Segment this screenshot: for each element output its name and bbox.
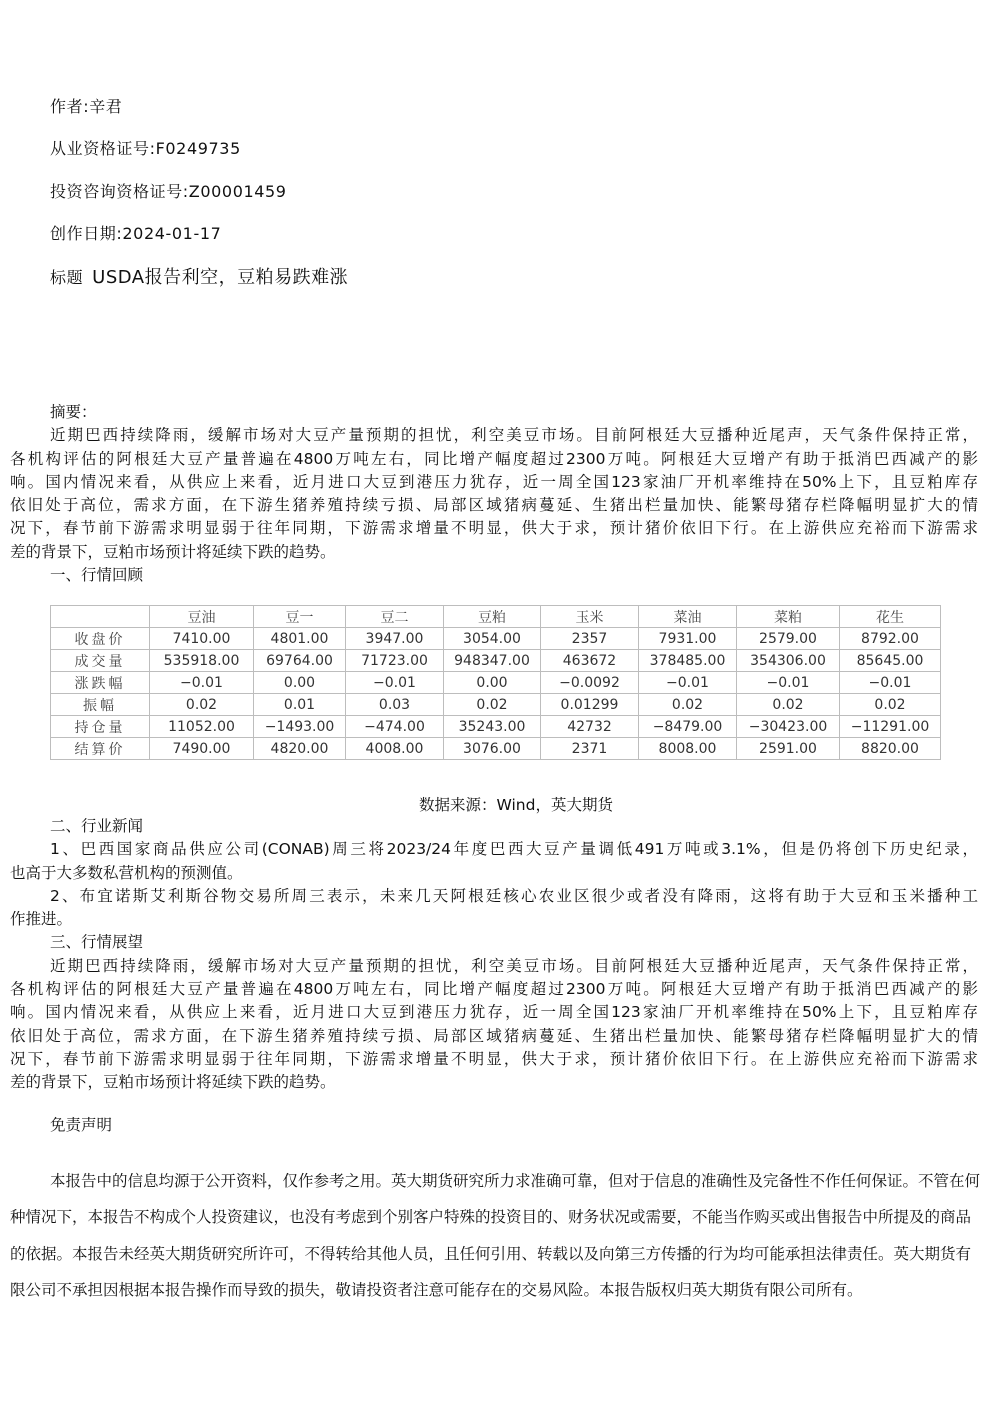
table-header-cell: 豆粕 (444, 606, 541, 628)
table-cell: 3947.00 (346, 628, 444, 650)
table-cell: 4801.00 (254, 628, 346, 650)
table-cell: 2357 (541, 628, 639, 650)
table-cell: −0.01 (346, 672, 444, 694)
table-cell: −11291.00 (840, 716, 941, 738)
summary-line: 差的背景下，豆粕市场预计将延续下跌的趋势。 (10, 542, 336, 561)
summary-line: 近期巴西持续降雨，缓解市场对大豆产量预期的担忧，利空美豆市场。目前阿根廷大豆播种近尾声，天气条件保持正常， (50, 426, 978, 445)
title-prefix: 标题 (50, 268, 84, 287)
table-header-cell (51, 606, 150, 628)
table-cell: −0.01 (737, 672, 840, 694)
table-row (51, 628, 941, 650)
table-cell: 2591.00 (737, 738, 840, 760)
table-header-cell: 菜粕 (737, 606, 840, 628)
outlook-line: 近期巴西持续降雨，缓解市场对大豆产量预期的担忧，利空美豆市场。目前阿根廷大豆播种近尾声，天气条件保持正常， (50, 956, 978, 975)
table-cell: 4820.00 (254, 738, 346, 760)
section1-heading: 一、行情回顾 (50, 566, 144, 585)
summary-line: 依旧处于高位，需求方面，在下游生猪养殖持续亏损、局部区域猪病蔓延、生猪出栏量加快、能繁母猪存栏降幅明显扩大的情 (10, 496, 978, 515)
summary-line: 各机构评估的阿根廷大豆产量普遍在4800万吨左右，同比增产幅度超过2300万吨。阿根廷大豆增产有助于抵消巴西减产的影 (10, 449, 978, 468)
news-line: 作推进。 (10, 910, 73, 929)
table-cell: −0.01 (639, 672, 737, 694)
summary-line: 响。国内情况来看，从供应上来看，近月进口大豆到港压力犹存，近一周全国123家油厂开机率维持在50%上下，且豆粕库存 (10, 472, 978, 491)
table-cell: −0.01 (840, 672, 941, 694)
table-header-cell: 玉米 (541, 606, 639, 628)
table-cell: 0.02 (444, 694, 541, 716)
summary-heading: 摘要： (50, 403, 97, 421)
table-cell: 0.02 (840, 694, 941, 716)
news-line: 1、巴西国家商品供应公司(CONAB)周三将2023/24年度巴西大豆产量调低491万吨或3.1%，但是仍将创下历史纪录， (50, 840, 978, 859)
table-cell: 948347.00 (444, 650, 541, 672)
table-cell: 8008.00 (639, 738, 737, 760)
table-cell: 0.00 (444, 672, 541, 694)
table-cell: 2371 (541, 738, 639, 760)
table-cell: −1493.00 (254, 716, 346, 738)
market-table (50, 605, 941, 760)
table-cell: 71723.00 (346, 650, 444, 672)
table-cell: −30423.00 (737, 716, 840, 738)
table-row (51, 650, 941, 672)
disclaimer-text: 本报告中的信息均源于公开资料，仅作参考之用。英大期货研究所力求准确可靠，但对于信息的准确性及完备性不作任何保证。不管在何种情况下，本报告不构成个人投资建议，也没有考虑到个别客户特殊的投资目的、财务状况或需要，不能当作购买或出售报告中所提及的商品的依据。本报告未经英大期货研究所许可，不得转给其他人员，且任何引用、转载以及向第三方传播的行为均可能承担法律责任。英大期货有限公司不承担因根据本报告操作而导致的损失，敬请投资者注意可能存在的交易风险。本报告版权归英大期货有限公司所有。 (10, 1172, 981, 1299)
outlook-line: 况下，春节前下游需求明显弱于往年同期，下游需求增量不明显，供大于求，预计猪价依旧下行。在上游供应充裕而下游需求 (10, 1049, 978, 1068)
table-cell: 0.01299 (541, 694, 639, 716)
table-cell: 42732 (541, 716, 639, 738)
outlook-line: 依旧处于高位，需求方面，在下游生猪养殖持续亏损、局部区域猪病蔓延、生猪出栏量加快、能繁母猪存栏降幅明显扩大的情 (10, 1026, 978, 1045)
table-row (51, 672, 941, 694)
table-row (51, 694, 941, 716)
table-row-label: 收盘价 (51, 628, 150, 650)
table-cell: −474.00 (346, 716, 444, 738)
table-cell: 535918.00 (150, 650, 254, 672)
table-cell: 4008.00 (346, 738, 444, 760)
table-header-row (51, 606, 941, 628)
table-header-cell: 花生 (840, 606, 941, 628)
summary-line: 况下，春节前下游需求明显弱于往年同期，下游需求增量不明显，供大于求，预计猪价依旧下行。在上游供应充裕而下游需求 (10, 519, 978, 538)
consult-license-line: 投资咨询资格证号:Z00001459 (50, 182, 287, 201)
table-row-label: 持仓量 (51, 716, 150, 738)
news-line: 也高于大多数私营机构的预测值。 (10, 863, 243, 882)
table-cell: 85645.00 (840, 650, 941, 672)
table-cell: 3054.00 (444, 628, 541, 650)
table-cell: 2579.00 (737, 628, 840, 650)
table-cell: 0.00 (254, 672, 346, 694)
table-header-cell: 豆油 (150, 606, 254, 628)
table-row-label: 成交量 (51, 650, 150, 672)
outlook-line: 响。国内情况来看，从供应上来看，近月进口大豆到港压力犹存，近一周全国123家油厂开机率维持在50%上下，且豆粕库存 (10, 1003, 978, 1022)
table-cell: 378485.00 (639, 650, 737, 672)
table-cell: −0.0092 (541, 672, 639, 694)
outlook-line: 差的背景下，豆粕市场预计将延续下跌的趋势。 (10, 1073, 336, 1092)
table-cell: −0.01 (150, 672, 254, 694)
table-cell: 0.01 (254, 694, 346, 716)
date-line: 创作日期:2024-01-17 (50, 224, 222, 243)
section2-heading: 二、行业新闻 (50, 817, 144, 835)
title-text: USDA报告利空，豆粕易跌难涨 (92, 267, 349, 288)
table-cell: 463672 (541, 650, 639, 672)
table-cell: 7931.00 (639, 628, 737, 650)
table-cell: 8792.00 (840, 628, 941, 650)
table-header-cell: 豆一 (254, 606, 346, 628)
author-line: 作者:辛君 (50, 97, 123, 116)
outlook-line: 各机构评估的阿根廷大豆产量普遍在4800万吨左右，同比增产幅度超过2300万吨。阿根廷大豆增产有助于抵消巴西减产的影 (10, 980, 978, 999)
table-cell: 3076.00 (444, 738, 541, 760)
table-cell: 8820.00 (840, 738, 941, 760)
license-line: 从业资格证号:F0249735 (50, 139, 241, 158)
data-source-caption: 数据来源：Wind，英大期货 (419, 796, 613, 814)
section3-heading: 三、行情展望 (50, 933, 144, 952)
table-cell: −8479.00 (639, 716, 737, 738)
table-cell: 0.02 (639, 694, 737, 716)
table-cell: 7490.00 (150, 738, 254, 760)
table-row (51, 716, 941, 738)
report-title (50, 263, 348, 289)
table-row (51, 738, 941, 760)
table-cell: 69764.00 (254, 650, 346, 672)
table-cell: 7410.00 (150, 628, 254, 650)
table-cell: 11052.00 (150, 716, 254, 738)
table-cell: 0.03 (346, 694, 444, 716)
table-row-label: 涨跌幅 (51, 672, 150, 694)
table-cell: 0.02 (150, 694, 254, 716)
news-outlook-section (10, 815, 978, 1095)
table-header-cell: 菜油 (639, 606, 737, 628)
table-cell: 354306.00 (737, 650, 840, 672)
disclaimer-heading: 免责声明 (50, 1116, 113, 1134)
table-cell: 0.02 (737, 694, 840, 716)
table-cell: 35243.00 (444, 716, 541, 738)
table-row-label: 振幅 (51, 694, 150, 716)
table-row-label: 结算价 (51, 738, 150, 760)
news-line: 2、布宜诺斯艾利斯谷物交易所周三表示，未来几天阿根廷核心农业区很少或者没有降雨，这将有助于大豆和玉米播种工 (50, 886, 978, 905)
table-header-cell: 豆二 (346, 606, 444, 628)
summary-section (10, 401, 978, 587)
